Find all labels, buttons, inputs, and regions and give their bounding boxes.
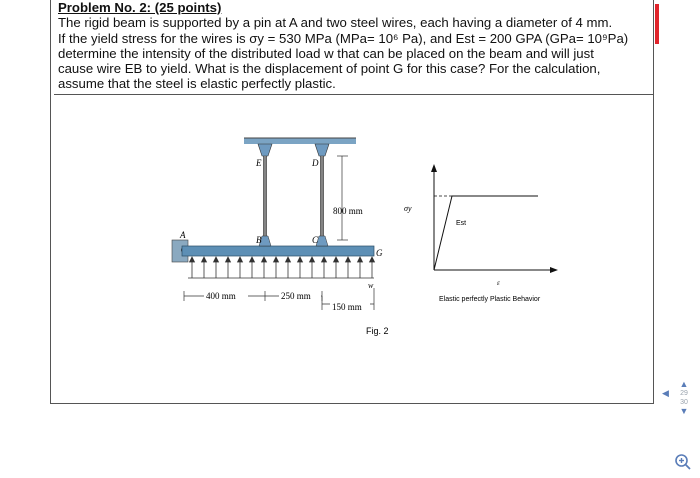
page-number: 30 [680, 399, 688, 406]
dim-cg: 150 mm [332, 302, 362, 312]
label-w: w [368, 281, 374, 290]
problem-statement [54, 0, 654, 95]
graph-caption: Elastic perfectly Plastic Behavior [439, 296, 541, 303]
page-up-icon[interactable]: ▲ [679, 379, 689, 389]
label-d: D [312, 158, 319, 168]
dim-bc: 250 mm [281, 291, 311, 301]
collapse-left-icon[interactable]: ◀ [662, 388, 669, 398]
label-c: C [312, 235, 319, 245]
problem-line-1: The rigid beam is supported by a pin at A and two steel wires, each having a diameter of 4 mm. [58, 15, 613, 31]
problem-line-5: assume that the steel is elastic perfectly plastic. [58, 76, 336, 92]
label-a: A [180, 230, 186, 240]
dim-ab: 400 mm [206, 291, 236, 301]
hanger-e [258, 144, 272, 156]
ceiling-support [244, 138, 356, 144]
zoom-in-button[interactable] [672, 451, 694, 473]
graph-x-label: ε [497, 279, 500, 287]
dim-wire-length: 800 mm [333, 206, 363, 216]
zoom-in-icon [674, 453, 692, 471]
page-down-icon[interactable]: ▼ [679, 406, 689, 416]
graph-slope-label: Est [456, 220, 467, 227]
problem-line-3: determine the intensity of the distributed load w that can be placed on the beam and will just [58, 45, 594, 61]
rigid-beam [182, 246, 374, 256]
stress-strain-curve [434, 196, 538, 270]
figure-2 [152, 128, 572, 343]
label-e: E [256, 158, 262, 168]
graph-y-label: σy [404, 204, 412, 213]
hanger-d [315, 144, 329, 156]
problem-line-4: cause wire EB to yield. What is the displacement of point G for this case? For the calculation, [58, 61, 601, 77]
problem-title: Problem No. 2: (25 points) [58, 0, 222, 15]
figure-caption: Fig. 2 [366, 326, 389, 336]
scroll-indicator-bar [655, 4, 659, 44]
distributed-load-arrows [190, 257, 375, 278]
label-g: G [376, 248, 383, 258]
page-number: 29 [680, 390, 688, 397]
problem-line-2: If the yield stress for the wires is σy = 530 MPa (MPa= 10⁶ Pa), and Est = 200 GPA (GPa= 10⁹Pa) [58, 30, 629, 46]
label-b: B [256, 235, 262, 245]
page-navigator[interactable] [662, 379, 696, 428]
